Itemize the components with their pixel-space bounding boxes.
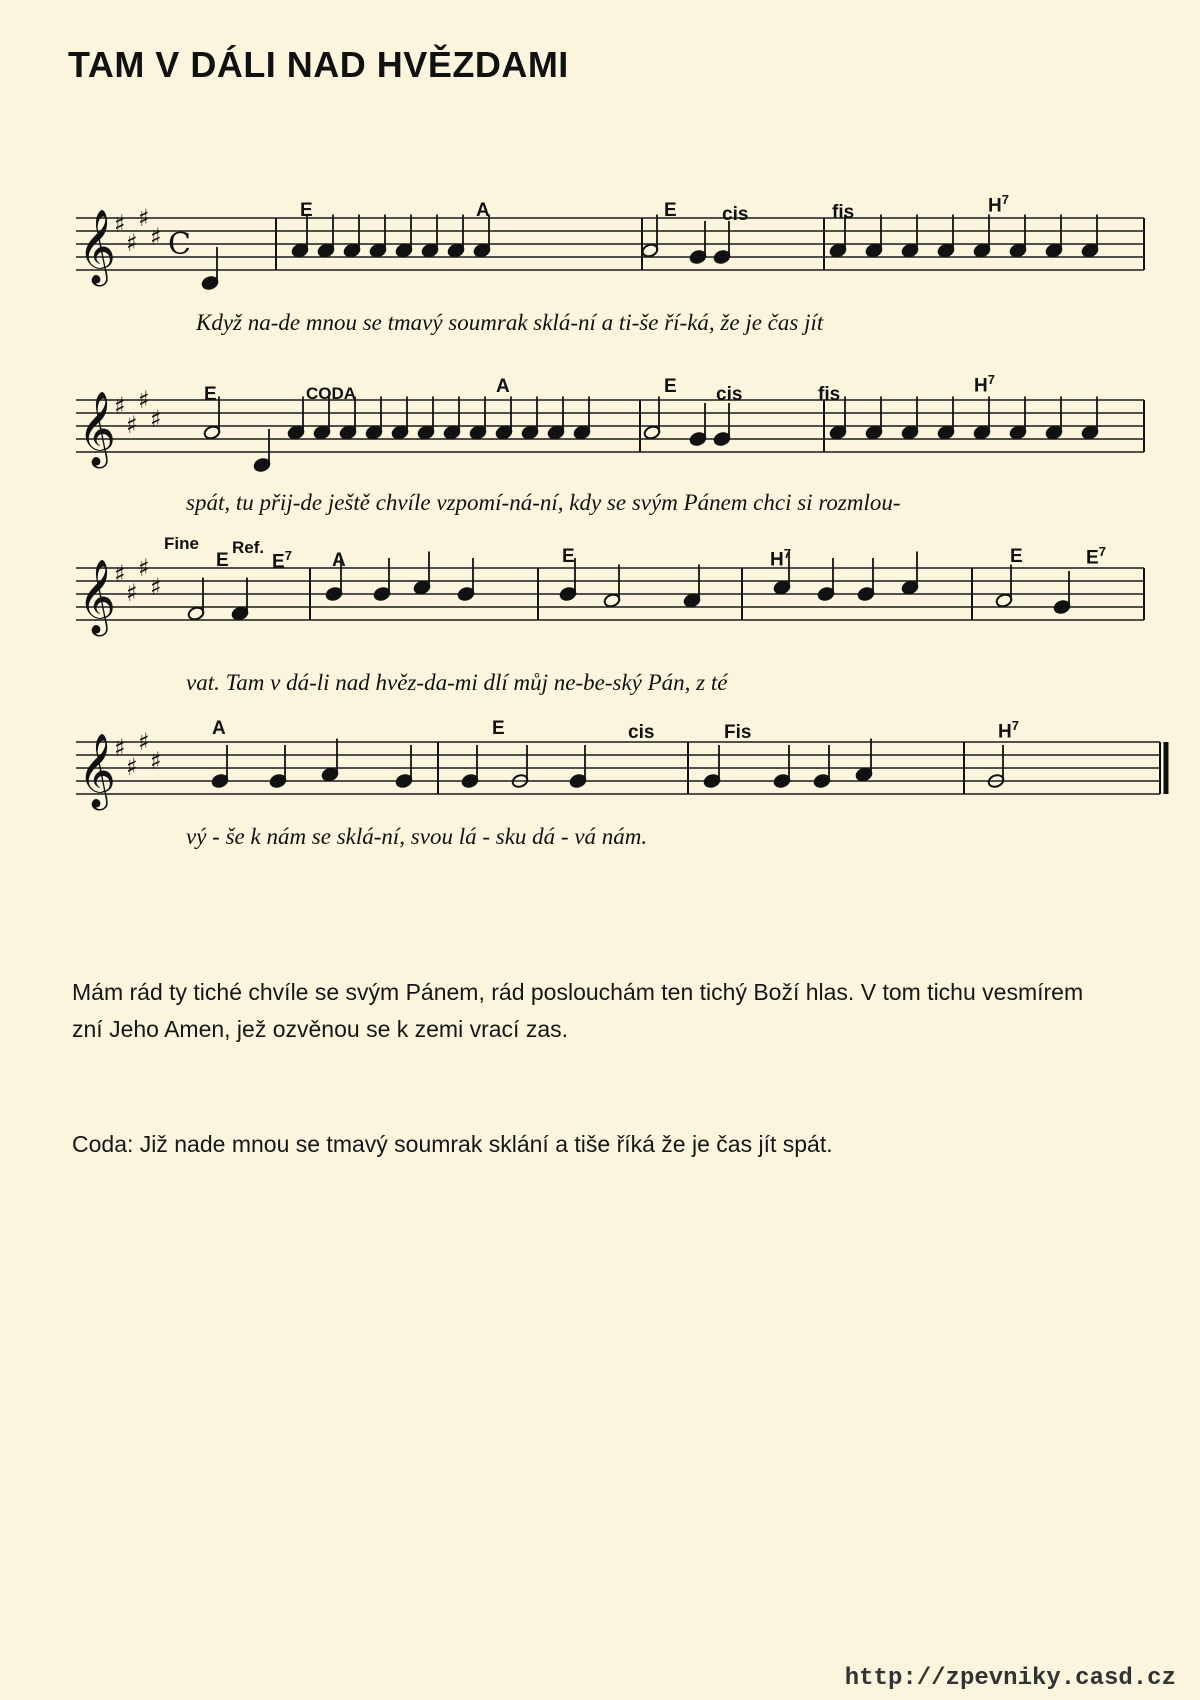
treble-clef-icon: 𝄞 [78, 392, 116, 466]
sharp-icon: ♯ [114, 210, 126, 238]
verse-text: Mám rád ty tiché chvíle se svým Pánem, rád poslouchám ten tichý Boží hlas. V tom tichu vesmírem zní Jeho Amen, jež ozvěnou se k zemi vrací zas. [72, 979, 1084, 1042]
chord-symbol: E [300, 200, 313, 221]
chord-symbol: A [496, 376, 510, 397]
source-url: http://zpevniky.casd.cz [844, 1665, 1176, 1692]
sharp-icon: ♯ [150, 405, 162, 433]
chord-symbol: E [204, 384, 217, 405]
chord-symbol: cis [716, 384, 743, 405]
lyric-line: spát, tu přij-de ještě chvíle vzpomí-ná-ní, kdy se svým Pánem chci si rozmlou- [186, 490, 901, 515]
chord-symbol: cis [628, 722, 655, 743]
music-system-4 [0, 712, 1200, 872]
chord-symbol: $E^7$ [1086, 544, 1106, 569]
sharp-icon: ♯ [138, 204, 150, 232]
treble-clef-icon: 𝄞 [78, 734, 116, 808]
chord-symbol: E [664, 376, 677, 397]
coda-text: Coda: Již nade mnou se tmavý soumrak sklání a tiše říká že je čas jít spát. [72, 1131, 833, 1157]
chord-symbol: E [562, 546, 575, 567]
song-title: TAM V DÁLI NAD HVĚZDAMI [68, 44, 569, 85]
treble-clef-icon: 𝄞 [78, 210, 116, 284]
sharp-icon: ♯ [138, 728, 150, 756]
sharp-icon: ♯ [114, 560, 126, 588]
sharp-icon: ♯ [138, 386, 150, 414]
music-system-2 [0, 362, 1200, 522]
chord-symbol: $H^7$ [998, 718, 1019, 743]
refrain-mark: Ref. [232, 538, 265, 557]
time-signature: C [168, 227, 191, 262]
chord-symbol: A [476, 200, 490, 221]
sharp-icon: ♯ [126, 579, 138, 607]
chord-symbol: fis [818, 384, 841, 405]
chord-symbol: Fis [724, 722, 752, 743]
chord-symbol: cis [722, 204, 749, 225]
sharp-icon: ♯ [126, 411, 138, 439]
chord-symbol: $H^7$ [974, 372, 995, 397]
sharp-icon: ♯ [114, 392, 126, 420]
chord-symbol: E [492, 718, 505, 739]
lyric-line: vat. Tam v dá-li nad hvěz-da-mi dlí můj ne-be-ský Pán, z té [186, 670, 728, 695]
sharp-icon: ♯ [150, 573, 162, 601]
chord-symbol: E [1010, 546, 1023, 567]
lyric-line: Když na-de mnou se tmavý soumrak sklá-ní a ti-še ří-ká, že je čas jít [196, 310, 824, 335]
chord-symbol: A [212, 718, 226, 739]
sharp-icon: ♯ [114, 734, 126, 762]
chord-symbol: E [664, 200, 677, 221]
sharp-icon: ♯ [150, 747, 162, 775]
chord-symbol: E [216, 550, 229, 571]
sharp-icon: ♯ [138, 554, 150, 582]
chord-symbol: $H^7$ [770, 546, 791, 571]
chord-symbol: A [332, 550, 346, 571]
chord-symbol: $E^7$ [272, 548, 292, 573]
coda-mark: CODA [306, 384, 357, 403]
chord-symbol: $H^7$ [988, 192, 1009, 217]
sharp-icon: ♯ [126, 229, 138, 257]
lyric-line: vý - še k nám se sklá-ní, svou lá - sku dá - vá nám. [186, 824, 648, 849]
sharp-icon: ♯ [150, 223, 162, 251]
music-system-1 [0, 186, 1200, 346]
fine-mark: Fine [164, 534, 199, 553]
chord-symbol: fis [832, 202, 855, 223]
music-system-3 [0, 534, 1200, 694]
sharp-icon: ♯ [126, 753, 138, 781]
treble-clef-icon: 𝄞 [78, 560, 116, 634]
